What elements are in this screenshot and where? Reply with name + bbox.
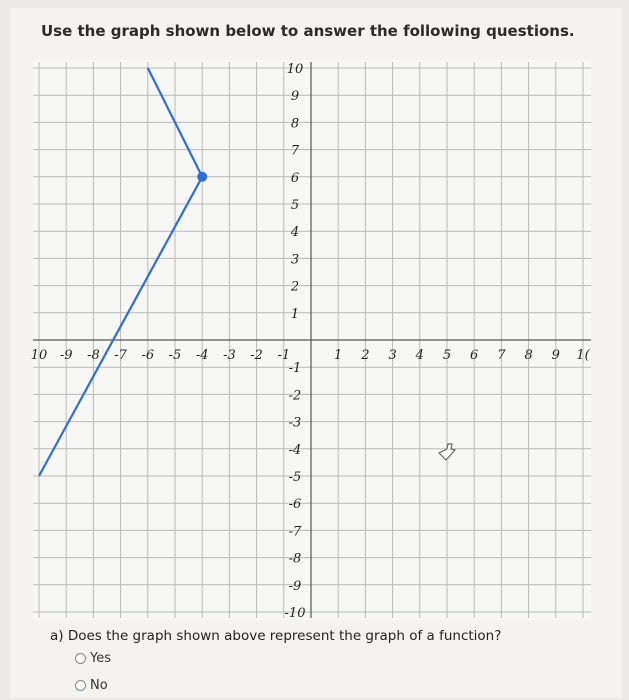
- y-tick-label: 1: [290, 306, 300, 322]
- question-text: a) Does the graph shown above represent the graph of a function?: [50, 628, 502, 644]
- x-tick-label: 5: [442, 348, 452, 363]
- question-header: Use the graph shown below to answer the following questions.: [41, 22, 575, 40]
- x-tick-label: -7: [114, 348, 127, 363]
- mouse-cursor-icon: [436, 440, 458, 462]
- y-tick-label: -2: [288, 388, 302, 404]
- x-tick-label: 1(: [576, 348, 590, 363]
- y-tick-label: -8: [288, 551, 302, 567]
- y-tick-label: 3: [290, 252, 300, 268]
- y-tick-label: -10: [284, 606, 306, 621]
- x-tick-label: 9: [551, 348, 560, 363]
- x-tick-label: 10: [30, 348, 48, 363]
- y-tick-label: -7: [288, 524, 302, 540]
- yes-radio[interactable]: [75, 653, 86, 664]
- x-tick-label: -9: [59, 348, 73, 363]
- option-no[interactable]: [75, 678, 108, 693]
- x-tick-label: 2: [361, 348, 370, 363]
- x-tick-label: -5: [168, 348, 182, 363]
- x-tick-label: -2: [250, 348, 263, 363]
- no-radio[interactable]: [75, 680, 86, 691]
- y-tick-label: 2: [290, 279, 300, 295]
- y-tick-label: 5: [290, 198, 300, 213]
- y-tick-label: 6: [290, 170, 300, 186]
- x-tick-label: 4: [415, 348, 424, 363]
- option-yes[interactable]: [75, 651, 111, 666]
- x-tick-label: -1: [277, 348, 291, 363]
- x-tick-label: -3: [223, 348, 236, 363]
- x-tick-label: 1: [334, 348, 343, 363]
- y-tick-label: -4: [288, 442, 302, 458]
- y-tick-label: 4: [290, 225, 300, 241]
- x-tick-label: 8: [524, 348, 533, 363]
- graph-point: [197, 172, 207, 182]
- x-tick-label: -4: [195, 348, 209, 363]
- y-tick-label: -6: [288, 497, 302, 513]
- yes-label: Yes: [90, 651, 111, 666]
- y-tick-label: -9: [288, 578, 302, 594]
- y-tick-label: -5: [288, 470, 302, 485]
- no-label: No: [90, 678, 108, 693]
- x-tick-label: 3: [388, 348, 397, 363]
- x-tick-label: -8: [87, 348, 100, 363]
- y-tick-label: 7: [290, 143, 300, 159]
- y-tick-label: -3: [288, 415, 302, 431]
- x-tick-label: 7: [497, 348, 506, 363]
- y-tick-label: 9: [290, 89, 300, 105]
- y-tick-label: 10: [286, 62, 304, 77]
- x-tick-label: 6: [470, 348, 479, 363]
- y-tick-label: -1: [288, 361, 302, 377]
- y-tick-label: 8: [290, 116, 300, 132]
- x-tick-label: -6: [141, 348, 155, 363]
